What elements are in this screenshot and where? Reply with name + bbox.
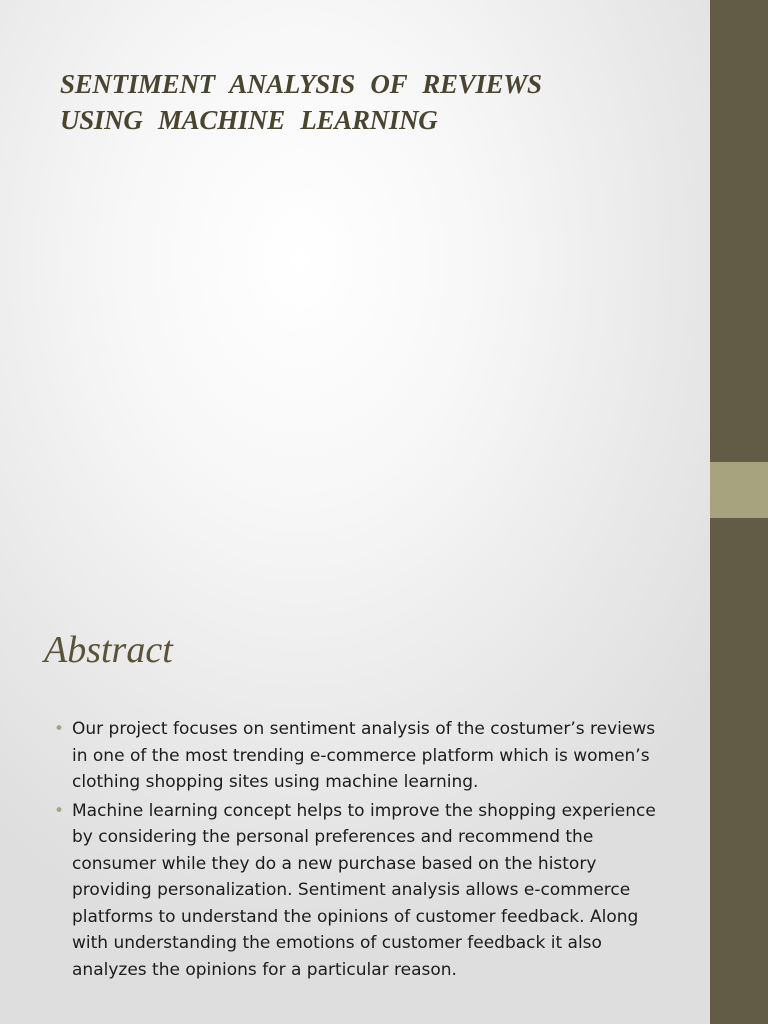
section-heading: Abstract (44, 629, 173, 671)
slide-title (60, 66, 660, 138)
bullet-text: Our project focuses on sentiment analysis of the costumer’s reviews in one of the most trending e-commerce platform which is women’s clothing shopping sites using machine learning. (72, 719, 656, 792)
bullet-icon: • (54, 800, 65, 821)
bullet-icon: • (54, 719, 65, 739)
abstract-bullet-list (54, 716, 666, 985)
list-item (54, 798, 666, 984)
slide-title-line-2: USING MACHINE LEARNING (60, 105, 438, 135)
side-accent (710, 462, 768, 518)
slide-title-line-1: SENTIMENT ANALYSIS OF REVIEWS (60, 69, 542, 99)
bullet-text: Machine learning concept helps to improve the shopping experience by considering the personal preferences and recommend the consumer while they do a new purchase based on the history providing personalization. Sentiment analysis allows e-commerce platforms to understand the opinions of customer feedback. Along with understanding the emotions of customer feedback it also analyzes the opinions for a particular reason. (72, 800, 656, 980)
list-item (54, 716, 666, 796)
